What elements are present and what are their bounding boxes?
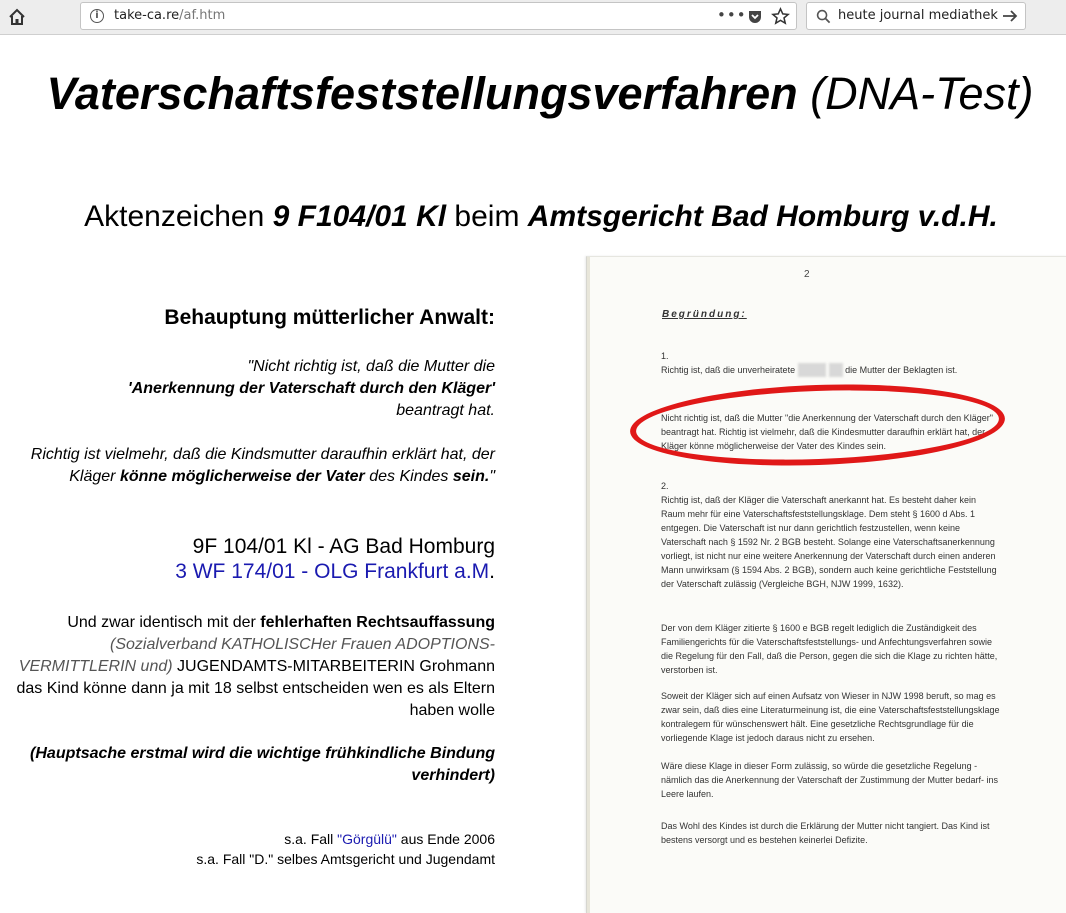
case-subtitle: Aktenzeichen 9 F104/01 Kl beim Amtsgericht Bad Homburg v.d.H. [84,200,998,233]
hauptsache-note: (Hauptsache erstmal wird die wichtige frühkindliche Bindung verhindert) [30,745,495,784]
references: s.a. Fall "Görgülü" aus Ende 2006 s.a. Fall "D." selbes Amtsgericht und Jugendamt [196,831,495,867]
browser-toolbar [0,0,1066,35]
case-olg-link[interactable]: 3 WF 174/01 - OLG Frankfurt a.M [175,560,490,583]
document-paragraph-1: 1. Richtig ist, daß die unverheiratete die Mutter der Beklagten ist. [661,351,958,375]
document-heading: Begründung: [662,309,747,320]
document-paragraph-5: Wäre diese Klage in dieser Form zulässig, so würde die gesetzliche Regelung -nämlich das die Anerkennung der Vaterschaft der Zustimmung der Mutter bedarf- ins Leere laufen. [661,761,999,799]
goerguelu-link[interactable]: "Görgülü" [337,831,397,847]
quote-paragraph-2: Richtig ist vielmehr, daß die Kindsmutter daraufhin erklärt hat, der Kläger könne möglicherweise der Vater des Kindes sein." [30,446,495,485]
search-input[interactable]: heute journal mediathek [838,8,998,23]
page-title: Vaterschaftsfeststellungsverfahren (DNA-Test) [46,68,1034,119]
document-paragraph-6: Das Wohl des Kindes ist durch die Erklärung der Mutter nicht tangiert. Das Kind ist bestens versorgt und es bestehen keinerlei Defizite. [661,821,990,845]
search-bar[interactable] [806,2,1026,30]
identical-opinion-text: Und zwar identisch mit der fehlerhaften Rechtsauffassung (Sozialverband KATHOLISCHer Frauen ADOPTIONS-VERMITTLERIN und) JUGENDAMTS-MITARBEITERIN Grohmann das Kind könne dann ja mit 18 selbst entscheiden wen es als Eltern haben wolle [16,614,495,719]
scanned-document [586,256,1066,913]
url-bar[interactable] [80,2,797,30]
case-ag: 9F 104/01 Kl - AG Bad Homburg [192,535,495,558]
bookmark-star-icon[interactable] [771,7,790,26]
quote-paragraph-1: "Nicht richtig ist, daß die Mutter die 'Anerkennung der Vaterschaft durch den Kläger' beantragt hat. [127,358,495,419]
lawyer-quote [10,356,495,510]
case-numbers: 9F 104/01 Kl - AG Bad Homburg 3 WF 174/01 - OLG Frankfurt a.M. [10,534,495,584]
pocket-icon[interactable] [747,9,763,25]
document-paragraph-2: 2. Richtig ist, daß der Kläger die Vaterschaft anerkannt hat. Es besteht daher kein Raum mehr für eine Vaterschaftsfeststellungsklage. Dem steht § 1600 d Abs. 1 entgegen. Die Vaterschaft ist nur dann gerichtlich festzustellen, wenn keine Vaterschaft nach § 1592 Nr. 2 BGB besteht. Solange eine Vaterschaftsanerkennung vorliegt, ist nicht nur eine weitere Anerkennung der Vaterschaft durch einen anderen Mann unwirksam (§ 1594 Abs. 2 BGB), sondern auch keine gerichtliche Feststellung der Vaterschaft zulässig (Vergleiche BGH, NJW 1999, 1632). [661,481,997,589]
document-paragraph-4: Soweit der Kläger sich auf einen Aufsatz von Wieser in NJW 1998 beruft, so mag es zwar sein, daß dies eine Literaturmeinung ist, die eine Vaterschaftsfeststellungsklage kontralegem für wünschenswert hält. Eine gesetzliche Rechtsgrundlage für die vorliegende Klage ist jedoch daraus nicht zu ersehen. [661,691,1000,743]
document-page-number: 2 [804,269,810,280]
redacted-name [798,363,827,377]
url-text[interactable]: take-ca.re/af.htm [114,8,226,23]
go-arrow-icon[interactable] [1001,8,1019,24]
document-paragraph-highlighted: Nicht richtig ist, daß die Mutter "die Anerkennung der Vaterschaft durch den Kläger" beantragt hat. Richtig ist vielmehr, daß die Kindesmutter daraufhin erklärt hat, der Kläger könne möglicherweise der Vater des Kindes sein. [661,413,993,451]
page-actions-menu-icon[interactable]: ••• [717,6,747,24]
claim-heading: Behauptung mütterlicher Anwalt: [164,306,495,329]
document-edge [587,257,590,913]
document-paragraph-3: Der von dem Kläger zitierte § 1600 e BGB regelt lediglich die Zuständigkeit des Familiengerichts für die Vaterschaftsfeststellungs- und Anfechtungsverfahren sowie die Regelung für den Fall, daß die Person, gegen die sich die Klage zu richten hätte, verstorben ist. [661,623,998,675]
info-icon[interactable]: i [90,9,104,23]
search-icon [816,9,831,24]
home-button[interactable] [6,6,28,28]
redacted-surname [829,363,843,377]
home-icon [8,8,26,26]
red-highlight-ellipse [629,378,1007,471]
